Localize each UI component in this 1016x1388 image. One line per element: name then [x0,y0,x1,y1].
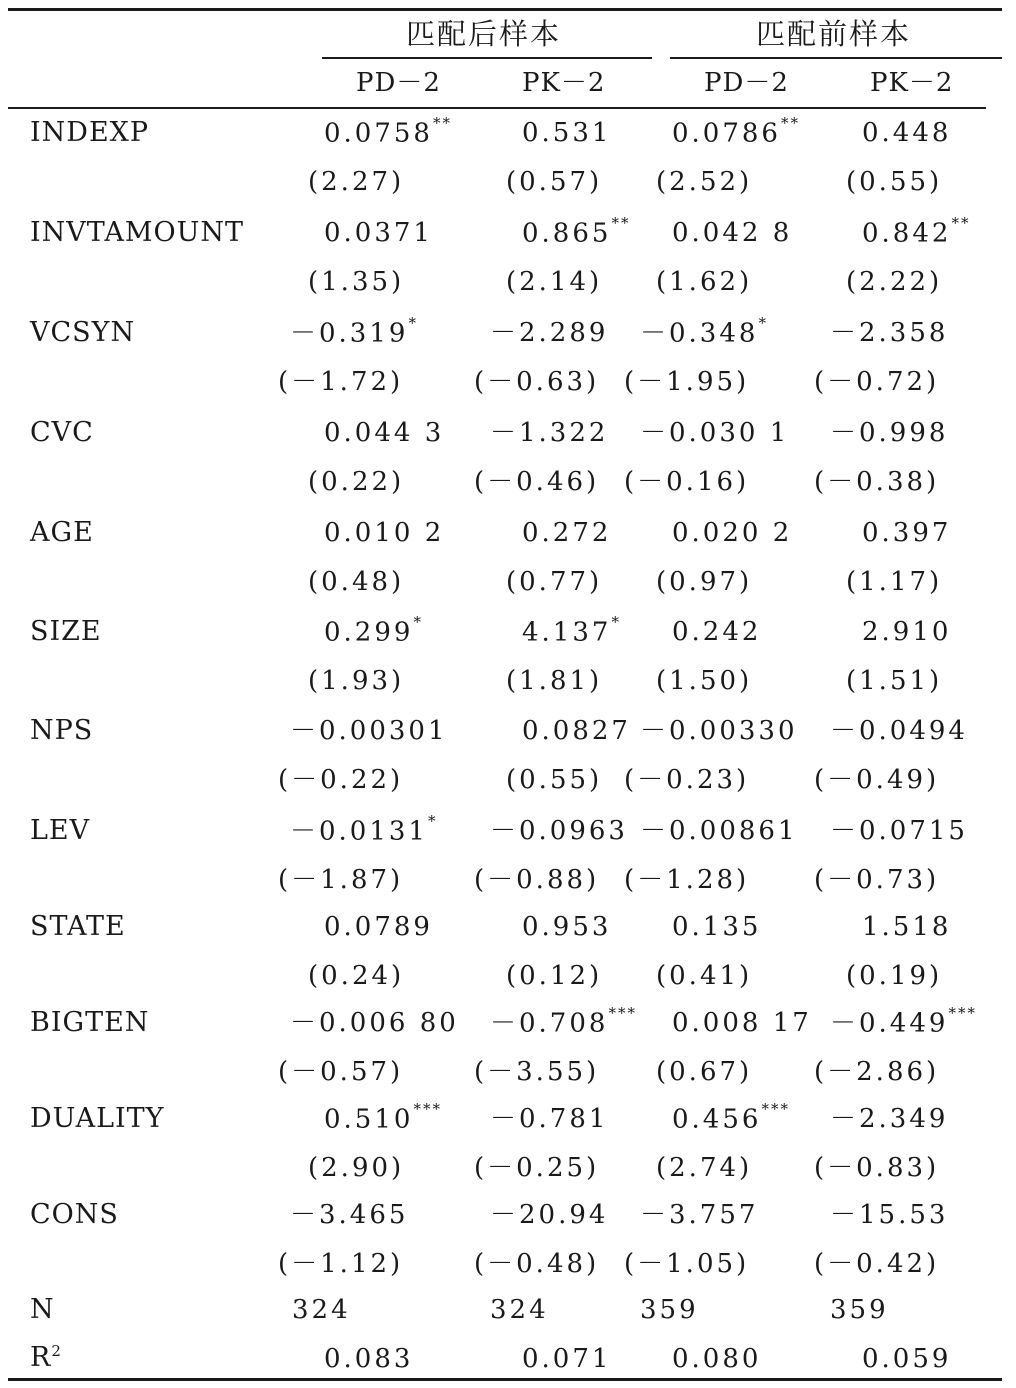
coef-value: －3.465 [290,1200,409,1230]
coef-value: －15.53 [830,1200,949,1230]
coef-value: 0.456 [672,1104,762,1135]
tstat-pk2-after: (－0.48) [474,1249,600,1279]
coef-value: 0.135 [672,912,762,942]
tstat-pk2-before: (－0.38) [814,467,940,497]
significance-stars: *** [608,1004,637,1022]
tstat-pd2-after: (－1.12) [278,1249,404,1279]
tstat-pk2-before: (－0.49) [814,765,940,795]
coef-value: －0.0494 [830,716,968,746]
r2-value-pd2-before: 0.080 [672,1344,762,1374]
row-label: VCSYN [30,317,136,348]
tstat-pk2-before: (1.51) [846,666,943,696]
coef-value: －0.00301 [290,716,448,746]
coef-pk2-after [490,1202,608,1228]
significance-stars: * [427,812,438,830]
row-label: INVTAMOUNT [30,217,244,248]
coef-pd2-after [324,420,444,446]
group-after-rule [322,57,652,59]
coef-value: 0.242 [672,617,762,647]
coef-pk2-after [490,1004,637,1039]
n-label: N [30,1294,55,1325]
row-label: BIGTEN [30,1007,150,1038]
group-before-rule [670,57,1002,59]
r2-value-pd2-after: 0.083 [324,1344,414,1374]
col-header-pd2-after: PD－2 [356,68,441,98]
coef-value: 0.044 3 [324,418,445,448]
tstat-pd2-after: (－0.22) [278,765,404,795]
coef-pd2-before [672,1010,812,1036]
coef-value: 0.0371 [324,218,433,248]
coef-pd2-after [290,1010,459,1036]
coef-value: 1.518 [862,912,952,942]
coef-pd2-after [324,613,423,648]
coef-pk2-after [522,214,631,249]
tstat-pd2-before: (－1.95) [624,367,750,397]
tstat-pd2-after: (0.48) [308,567,405,597]
row-label: CVC [30,417,94,448]
r2-label-text: R [30,1342,52,1373]
coef-value: 0.397 [862,518,952,548]
coef-pd2-before [640,314,768,349]
coef-value: －0.0131 [290,816,428,847]
group-header-before: 匹配前样本 [756,17,912,51]
significance-stars: ** [780,114,800,132]
coef-value: 0.272 [522,518,612,548]
row-label: CONS [30,1199,119,1230]
coef-value: －2.289 [490,318,609,348]
coef-value: －0.998 [830,418,949,448]
n-value-pk2-after: 324 [490,1295,549,1325]
coef-value: －0.006 80 [290,1008,459,1038]
tstat-pk2-after: (2.14) [506,267,603,297]
coef-pd2-after [324,1100,442,1135]
n-value-pd2-before: 359 [640,1295,699,1325]
coef-value: －0.0715 [830,816,968,846]
coef-pd2-before [672,914,761,940]
coef-pd2-after [290,718,448,744]
tstat-pd2-before: (2.52) [656,167,753,197]
tstat-pd2-after: (2.27) [308,167,405,197]
r2-value-pk2-before: 0.059 [862,1344,952,1374]
coef-pk2-after [522,120,611,146]
significance-stars: *** [413,1100,442,1118]
tstat-pk2-before: (0.19) [846,961,943,991]
coef-value: －0.449 [830,1008,949,1039]
coef-pk2-before [830,1106,948,1132]
coef-pd2-before [640,818,798,844]
tstat-pd2-before: (－1.28) [624,865,750,895]
coef-pk2-after [490,818,628,844]
tstat-pd2-before: (1.50) [656,666,753,696]
coef-value: 0.0786 [672,118,781,149]
coef-pd2-before [640,420,789,446]
tstat-pk2-after: (1.81) [506,666,603,696]
tstat-pk2-before: (－0.83) [814,1153,940,1183]
tstat-pd2-before: (0.41) [656,961,753,991]
tstat-pd2-before: (2.74) [656,1153,753,1183]
tstat-pk2-after: (0.57) [506,167,603,197]
coef-pk2-before [862,520,951,546]
tstat-pd2-before: (－0.23) [624,765,750,795]
r2-value-pk2-after: 0.071 [522,1344,612,1374]
tstat-pk2-after: (－0.63) [474,367,600,397]
significance-stars: ** [611,214,631,232]
coef-value: 0.865 [522,218,612,249]
coef-pk2-after [490,1106,608,1132]
coef-value: 0.008 17 [672,1008,812,1038]
coef-value: 0.0827 [522,716,631,746]
tstat-pk2-before: (－0.42) [814,1249,940,1279]
top-rule [8,8,1002,11]
tstat-pd2-before: (0.97) [656,567,753,597]
coef-value: 0.010 2 [324,518,445,548]
coef-pd2-before [672,1100,790,1135]
coef-pk2-before [830,1202,948,1228]
coef-value: 0.042 8 [672,218,793,248]
coef-value: －2.349 [830,1104,949,1134]
coef-pk2-after [522,914,611,940]
tstat-pk2-before: (1.17) [846,567,943,597]
tstat-pk2-after: (－0.46) [474,467,600,497]
coef-value: －20.94 [490,1200,609,1230]
tstat-pd2-after: (－1.72) [278,367,404,397]
tstat-pd2-before: (0.67) [656,1057,753,1087]
coef-value: －0.348 [640,318,759,349]
significance-stars: ** [951,214,971,232]
coef-pd2-before [672,220,792,246]
n-value-pd2-after: 324 [292,1295,351,1325]
coef-pk2-before [830,320,948,346]
n-value-pk2-before: 359 [830,1295,889,1325]
coef-pk2-before [862,914,951,940]
r2-label-sup: 2 [51,1342,62,1360]
tstat-pd2-before: (1.62) [656,267,753,297]
coef-pk2-after [522,718,631,744]
coef-pk2-before [862,120,951,146]
coef-pk2-before [830,1004,977,1039]
group-header-after: 匹配后样本 [406,17,562,51]
coef-pk2-before [830,420,948,446]
coef-pd2-after [324,114,452,149]
coef-pd2-after [290,1202,408,1228]
significance-stars: *** [948,1004,977,1022]
coef-value: 2.910 [862,617,952,647]
significance-stars: * [408,314,418,332]
coef-pk2-after [490,420,608,446]
coef-value: －0.781 [490,1104,609,1134]
coef-value: 0.020 2 [672,518,793,548]
row-label: INDEXP [30,117,150,148]
coef-pk2-after [522,613,621,648]
coef-pk2-before [862,214,971,249]
coef-value: －1.322 [490,418,609,448]
coef-value: 0.842 [862,218,952,249]
coef-pd2-after [324,520,444,546]
tstat-pk2-after: (－0.25) [474,1153,600,1183]
col-header-pk2-before: PK－2 [870,68,954,98]
coef-pk2-after [490,320,608,346]
tstat-pk2-after: (0.77) [506,567,603,597]
significance-stars: *** [761,1100,790,1118]
coef-pd2-before [640,1202,758,1228]
header-rule [8,107,986,109]
coef-value: －3.757 [640,1200,759,1230]
coef-value: －0.030 1 [640,418,790,448]
coef-pk2-before [830,818,968,844]
tstat-pk2-before: (－0.73) [814,865,940,895]
coef-value: －0.00861 [640,816,798,846]
coef-pk2-before [830,718,968,744]
tstat-pk2-after: (0.12) [506,961,603,991]
coef-pd2-before [640,718,798,744]
coef-value: 0.0789 [324,912,433,942]
row-label: AGE [30,517,94,548]
coef-pd2-before [672,114,800,149]
tstat-pd2-before: (－1.05) [624,1249,750,1279]
significance-stars: * [413,613,423,631]
coef-value: 0.0758 [324,118,433,149]
significance-stars: ** [432,114,452,132]
coef-value: －0.0963 [490,816,628,846]
row-label: SIZE [30,616,102,647]
row-label: DUALITY [30,1103,165,1134]
tstat-pk2-after: (－0.88) [474,865,600,895]
coef-pk2-before [862,619,951,645]
tstat-pk2-before: (－0.72) [814,367,940,397]
tstat-pd2-after: (1.35) [308,267,405,297]
tstat-pk2-before: (2.22) [846,267,943,297]
coef-pd2-after [290,812,438,847]
tstat-pk2-after: (0.55) [506,765,603,795]
coef-value: 0.299 [324,617,414,648]
col-header-pk2-after: PK－2 [522,68,606,98]
tstat-pk2-before: (0.55) [846,167,943,197]
coef-value: －0.708 [490,1008,609,1039]
tstat-pd2-after: (－0.57) [278,1057,404,1087]
r2-label [30,1344,62,1371]
coef-pd2-before [672,520,792,546]
coef-value: 0.510 [324,1104,414,1135]
coef-pd2-after [324,220,433,246]
bottom-rule [8,1378,1002,1381]
coef-value: －2.358 [830,318,949,348]
tstat-pd2-after: (0.24) [308,961,405,991]
coef-value: －0.319 [290,318,409,349]
coef-value: 0.531 [522,118,612,148]
coef-value: 0.448 [862,118,952,148]
tstat-pk2-after: (－3.55) [474,1057,600,1087]
row-label: STATE [30,911,126,942]
coef-pd2-after [324,914,433,940]
coef-value: －0.00330 [640,716,798,746]
significance-stars: * [611,613,621,631]
tstat-pd2-after: (－1.87) [278,865,404,895]
coef-value: 0.953 [522,912,612,942]
coef-pd2-before [672,619,761,645]
tstat-pd2-before: (－0.16) [624,467,750,497]
row-label: NPS [30,715,94,746]
tstat-pd2-after: (1.93) [308,666,405,696]
coef-value: 4.137 [522,617,612,648]
tstat-pd2-after: (2.90) [308,1153,405,1183]
row-label: LEV [30,815,91,846]
coef-pd2-after [290,314,418,349]
tstat-pk2-before: (－2.86) [814,1057,940,1087]
coef-pk2-after [522,520,611,546]
significance-stars: * [758,314,768,332]
col-header-pd2-before: PD－2 [704,68,789,98]
tstat-pd2-after: (0.22) [308,467,405,497]
